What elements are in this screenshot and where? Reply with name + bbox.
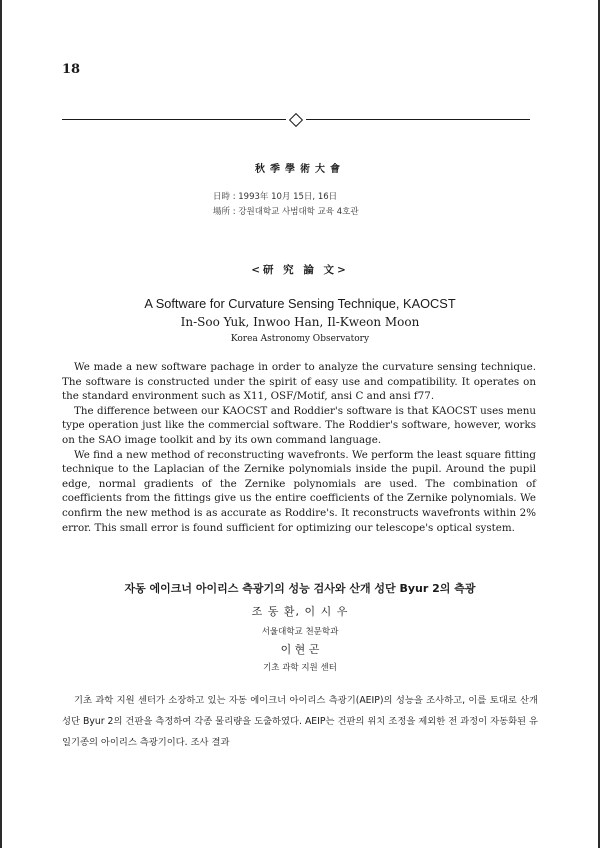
abstract-paragraph: The difference between our KAOCST and Roddier's software is that KAOCST uses menu type operation just like the commercial software. The Roddier's software, however, works on the SAO image toolkit and by its own command language. (62, 404, 536, 446)
section-label: <研 究 論 文> (251, 264, 349, 276)
paper-title: A Software for Curvature Sensing Technique, KAOCST (144, 296, 456, 311)
paper-authors: In-Soo Yuk, Inwoo Han, Il-Kweon Moon (180, 315, 420, 329)
abstract (62, 360, 536, 535)
event-meta (213, 190, 359, 220)
event-place: 場所 : 강원대학교 사범대학 교육 4호관 (213, 207, 359, 217)
ornamental-divider (62, 112, 530, 128)
abstract-paragraph: We made a new software pachage in order to analyze the curvature sensing technique. The software is constructed under the spirit of easy use and compatibility. It operates on the standard environment such as X11, OSF/Motif, ansi C and ansi f77. (62, 361, 536, 403)
korean-paper-affiliation: 서울대학교 천문학과 (261, 627, 339, 637)
korean-paper-authors: 조 동 환, 이 시 우 (251, 605, 349, 618)
page-number: 18 (62, 62, 81, 77)
diamond-icon (289, 113, 303, 127)
page-edge-left (0, 0, 2, 848)
event-title: 秋季學術大會 (255, 164, 345, 175)
divider-rule-left (62, 119, 286, 120)
korean-paper-title: 자동 에이크너 아이리스 측광기의 성능 검사와 산개 성단 Byur 2의 측광 (124, 582, 476, 595)
event-date: 日時 : 1993年 10月 15日, 16日 (213, 192, 338, 202)
paper-affiliation: Korea Astronomy Observatory (230, 334, 370, 344)
divider-rule-right (306, 119, 530, 120)
abstract-paragraph: We find a new method of reconstructing wavefronts. We perform the least square fitting technique to the Laplacian of the Zernike polynomials inside the pupil. Around the pupil edge, normal gradients of the Zernike polynomials are used. The combination of coefficients from the fittings give us the entire coefficients of the Zernike polynomials. We confirm the new method is as accurate as Roddire's. It reconstructs wavefronts within 2% error. This small error is found sufficient for optimizing our telescope's optical system. (62, 448, 536, 534)
korean-paper-affiliation2: 기초 과학 지원 센터 (263, 663, 337, 673)
korean-abstract-paragraph: 기초 과학 지원 센터가 소장하고 있는 자동 에이크너 아이리스 측광기(AEIP)의 성능을 조사하고, 이를 토대로 산개 성단 Byur 2의 건판을 측정하여 각종 물리량을 도출하였다. AEIP는 건판의 위치 조정을 제외한 전 과정이 자동화된 유일기종의 아이리스 측광기이다. 조사 결과 (62, 695, 538, 748)
korean-paper-author2: 이 현 곤 (280, 643, 320, 656)
korean-abstract (62, 690, 538, 753)
